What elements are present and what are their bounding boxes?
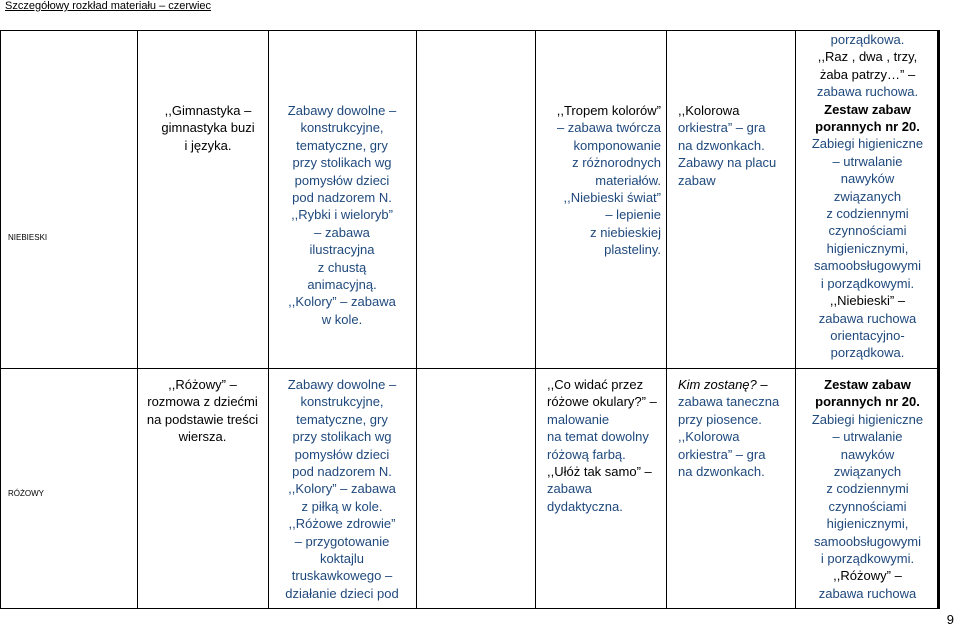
- cell-line: z niebieskiej: [590, 224, 661, 240]
- cell-line: dydaktyczna.: [547, 498, 623, 514]
- cell-line: tematyczne, gry: [296, 411, 388, 427]
- cell-line: wiersza.: [178, 429, 227, 445]
- cell-line: i porządkowymi.: [820, 551, 915, 567]
- cell-line: konstrukcyjne,: [300, 120, 384, 136]
- cell-line: ,,Różowy” –: [168, 377, 237, 392]
- cell-line: Zabawy na placu: [678, 155, 777, 171]
- row-label-niebieski: [8, 231, 47, 243]
- cell-line: ,,Kolorowa: [678, 103, 740, 118]
- cell-music-activity: [678, 376, 793, 480]
- cell-line: – zabawa: [314, 224, 370, 240]
- cell-free-play: [273, 102, 411, 328]
- cell-line: z chustą: [317, 259, 367, 275]
- cell-line: różową farbą.: [547, 446, 626, 462]
- cell-line: higienicznymi,: [826, 240, 909, 256]
- cell-line: związanych: [833, 188, 902, 204]
- cell-line: i porządkowymi.: [820, 275, 915, 291]
- page-header-title: Szczegółowy rozkład materiału – czerwiec: [5, 0, 212, 12]
- cell-line: na dzwonkach.: [678, 464, 765, 480]
- cell-line: – lepienie: [605, 207, 661, 223]
- cell-line: konstrukcyjne,: [300, 394, 384, 410]
- cell-line: samoobsługowymi: [814, 533, 921, 549]
- cell-line: działanie dzieci pod: [285, 585, 399, 601]
- cell-line: Zabawy dowolne –: [287, 103, 397, 118]
- cell-line: ,,Różowe zdrowie”: [288, 516, 396, 532]
- cell-line: porannych nr 20.: [815, 119, 920, 135]
- cell-free-play: [270, 376, 414, 602]
- page-number: 9: [946, 612, 954, 627]
- cell-line: z piłką w kole.: [301, 498, 383, 514]
- cell-line: różowe okulary?” –: [547, 394, 657, 410]
- cell-line: ,,Tropem kolorów”: [556, 103, 661, 118]
- cell-line: – utrwalanie: [832, 429, 903, 445]
- cell-line: zabawa: [547, 481, 592, 497]
- cell-line: higienicznymi,: [826, 516, 909, 532]
- cell-line: żaba patrzy…” –: [819, 66, 916, 82]
- cell-line: ilustracyjna: [309, 242, 375, 258]
- cell-line: plasteliny.: [604, 242, 661, 258]
- cell-line: Zabiegi higieniczne: [811, 411, 924, 427]
- cell-line: czynnościami: [828, 223, 907, 239]
- cell-line: rozmowa z dziećmi: [147, 394, 258, 410]
- cell-line: przy piosence.: [678, 411, 762, 427]
- cell-line: ,,Raz , dwa , trzy,: [817, 49, 918, 65]
- cell-line: na temat dowolny: [547, 429, 649, 445]
- schedule-table: [0, 30, 940, 608]
- cell-line: pod nadzorem N.: [292, 464, 392, 480]
- cell-line: Zestaw zabaw: [824, 377, 911, 392]
- cell-line: – zabawa twórcza: [556, 120, 661, 136]
- cell-line: ,,Niebieski świat”: [563, 190, 661, 206]
- cell-line: Zabawy dowolne –: [287, 377, 397, 392]
- cell-line: Kim zostanę? –: [678, 377, 768, 392]
- cell-line: nawyków: [840, 446, 895, 462]
- row-label-rozowy: [8, 487, 44, 499]
- cell-line: pomysłów dzieci: [294, 172, 390, 188]
- cell-line: orkiestra” – gra: [678, 120, 766, 136]
- cell-line: – przygotowanie: [294, 533, 390, 549]
- row-label-text: niebieski: [8, 231, 48, 243]
- cell-hygiene-activity: [800, 376, 935, 602]
- cell-line: ,,Różowy” –: [833, 568, 902, 584]
- cell-line: pomysłów dzieci: [294, 446, 390, 462]
- cell-line: na dzwonkach.: [678, 137, 765, 153]
- cell-line: ,,Kolorowa: [678, 429, 740, 445]
- cell-line: związanych: [833, 464, 902, 480]
- cell-line: porządkowa.: [830, 32, 905, 47]
- cell-line: ,,Rybki i wieloryb”: [291, 207, 393, 223]
- cell-line: Zabiegi higieniczne: [811, 136, 924, 152]
- cell-line: tematyczne, gry: [296, 137, 388, 153]
- cell-line: koktajlu: [319, 551, 365, 567]
- cell-line: ,,Gimnastyka –: [164, 103, 252, 118]
- cell-line: zabawa ruchowa: [818, 310, 917, 326]
- cell-line: ,,Ułóż tak samo” –: [547, 464, 652, 480]
- cell-line: nawyków: [840, 171, 895, 187]
- cell-line: porannych nr 20.: [815, 394, 920, 410]
- cell-line: orkiestra” – gra: [678, 446, 766, 462]
- cell-line: animacyjną.: [307, 277, 377, 293]
- cell-line: ,,Kolory” – zabawa: [288, 294, 396, 310]
- cell-line: na podstawie treści: [146, 411, 259, 427]
- row-label-text: różowy: [8, 487, 44, 499]
- cell-line: zabawa ruchowa: [818, 585, 917, 601]
- cell-line: orientacyjno-: [830, 327, 905, 343]
- cell-line: komponowanie: [573, 137, 661, 153]
- cell-line: zabaw: [678, 172, 716, 188]
- cell-line: ,,Niebieski” –: [829, 293, 906, 309]
- cell-line: pod nadzorem N.: [292, 190, 392, 206]
- cell-line: samoobsługowymi: [814, 258, 921, 274]
- cell-line: i języka.: [184, 137, 232, 153]
- cell-line: z codziennymi: [826, 481, 909, 497]
- cell-line: gimnastyka buzi: [161, 120, 255, 136]
- cell-line: malowanie: [547, 411, 610, 427]
- cell-line: ,,Co widać przez: [547, 377, 644, 392]
- cell-line: czynnościami: [828, 498, 907, 514]
- cell-hygiene-activity: [800, 31, 935, 362]
- cell-art-activity: [541, 102, 661, 259]
- cell-line: przy stolikach wg: [292, 429, 392, 445]
- cell-line: przy stolikach wg: [292, 155, 392, 171]
- cell-circle-activity: [153, 102, 263, 154]
- cell-line: z codziennymi: [826, 206, 909, 222]
- cell-line: – utrwalanie: [832, 153, 903, 169]
- cell-line: ,,Kolory” – zabawa: [288, 481, 396, 497]
- cell-line: z różnorodnych: [572, 155, 661, 171]
- cell-circle-activity: [140, 376, 265, 446]
- cell-music-activity: [678, 102, 793, 189]
- cell-line: porządkowa.: [830, 345, 905, 361]
- page-header: [5, 0, 211, 12]
- cell-art-activity: [547, 376, 662, 515]
- cell-line: materiałów.: [595, 172, 661, 188]
- cell-line: Zestaw zabaw: [824, 101, 911, 117]
- cell-line: zabawa ruchowa.: [816, 84, 919, 100]
- cell-line: zabawa taneczna: [678, 394, 780, 410]
- cell-line: w kole.: [321, 311, 363, 327]
- cell-line: truskawkowego –: [291, 568, 393, 584]
